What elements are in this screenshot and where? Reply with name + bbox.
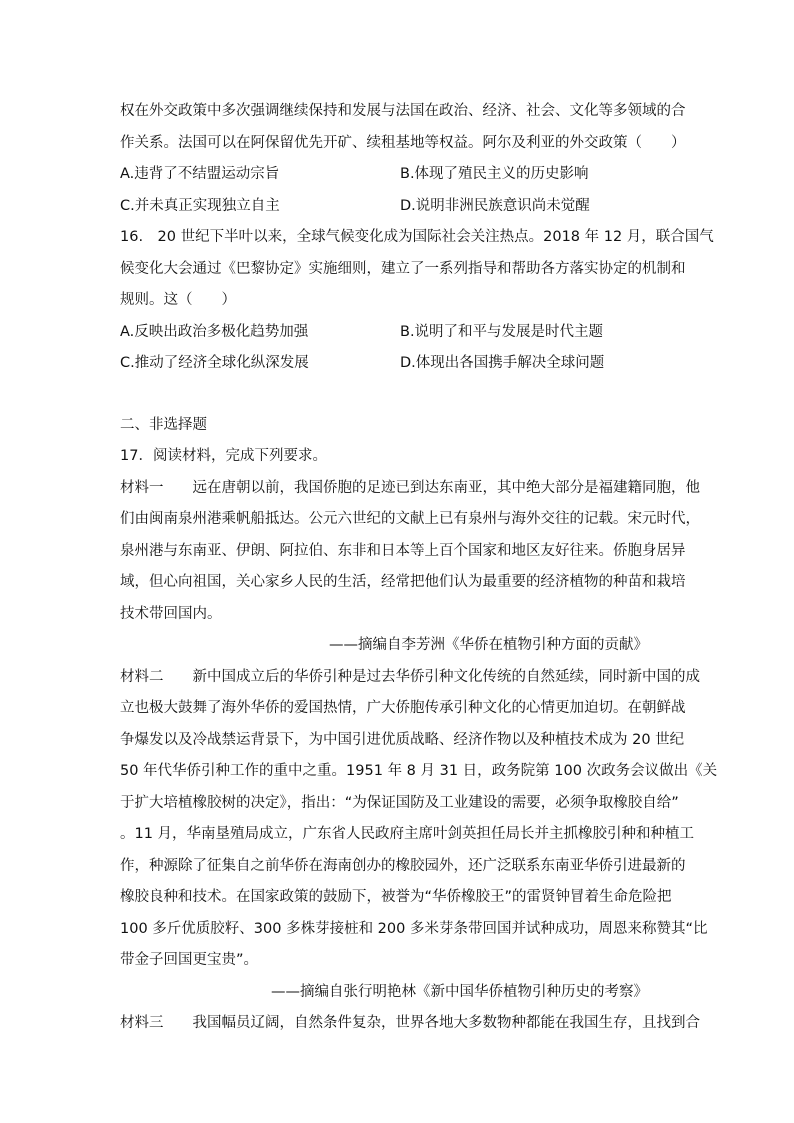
question-15-stem <box>120 96 686 159</box>
material-1 <box>120 473 700 662</box>
section-title: 二、非选择题 <box>120 416 207 433</box>
option-d: D.体现出各国携手解决全球问题 <box>400 355 605 371</box>
text-line: 100 多斤优质胶籽、300 多株芽接桩和 200 多米芽条带回国并试种成功，周恩来称赞其“比 <box>120 920 708 937</box>
text-line: 规则。这（ ） <box>120 292 236 308</box>
source-citation: ——摘编自张行明艳林《新中国华侨植物引种历史的考察》 <box>271 983 648 1000</box>
option-b: B.说明了和平与发展是时代主题 <box>400 323 604 340</box>
section-gap <box>120 380 680 410</box>
option-a: A.反映出政治多极化趋势加强 <box>120 323 309 340</box>
text-line: 技术带回国内。 <box>120 605 222 622</box>
question-15-options-row-1 <box>120 159 680 191</box>
text-line: 争爆发以及冷战禁运背景下，为中国引进优质战略、经济作物以及种植技术成为 20 世纪 <box>120 731 685 748</box>
text-line: 。11 月，华南垦殖局成立，广东省人民政府主席叶剑英担任局长并主抓橡胶引种和种植工 <box>120 826 695 842</box>
text-line: 作，种源除了征集自之前华侨在海南创办的橡胶园外，还广泛联系东南亚华侨引进最新的 <box>120 857 686 874</box>
text-line: 材料三 我国幅员辽阔，自然条件复杂，世界各地大多数物种都能在我国生存，且找到合 <box>120 1015 700 1031</box>
option-c: C.并未真正实现独立自主 <box>120 197 280 214</box>
document-page <box>120 96 718 1040</box>
text-line: 们由闽南泉州港乘帆船抵达。公元六世纪的文献上已有泉州与海外交往的记载。宋元时代， <box>120 511 700 527</box>
text-line: 16. 20 世纪下半叶以来，全球气候变化成为国际社会关注热点。2018 年 12 月，联合国气 <box>120 229 714 245</box>
text-line: 权在外交政策中多次强调继续保持和发展与法国在政治、经济、社会、文化等多领域的合 <box>120 103 686 119</box>
text-line: 于扩大培植橡胶树的决定》，指出：“为保证国防及工业建设的需要，必须争取橡胶自给” <box>120 794 679 811</box>
text-line: 泉州港与东南亚、伊朗、阿拉伯、东非和日本等上百个国家和地区友好往来。侨胞身居异 <box>120 542 686 559</box>
source-citation: ——摘编自李芳洲《华侨在植物引种方面的贡献》 <box>329 637 648 653</box>
question-17-intro: 17．阅读材料，完成下列要求。 <box>120 448 327 464</box>
text-line: 作关系。法国可以在阿保留优先开矿、续租基地等权益。阿尔及利亚的外交政策（ ） <box>120 134 686 151</box>
option-a: A.违背了不结盟运动宗旨 <box>120 166 280 182</box>
option-c: C.推动了经济全球化纵深发展 <box>120 355 309 371</box>
material-2 <box>120 662 718 1009</box>
option-d: D.说明非洲民族意识尚未觉醒 <box>400 197 590 214</box>
text-line: 域，但心向祖国，关心家乡人民的生活，经常把他们认为最重要的经济植物的种苗和栽培 <box>120 574 686 590</box>
question-15-options-row-2 <box>120 191 680 223</box>
text-line: 50 年代华侨引种工作的重中之重。1951 年 8 月 31 日，政务院第 100 次政务会议做出《关 <box>120 763 718 779</box>
text-line: 材料二 新中国成立后的华侨引种是过去华侨引种文化传统的自然延续，同时新中国的成 <box>120 668 700 685</box>
text-line: 立也极大鼓舞了海外华侨的爱国热情，广大侨胞传承引种文化的心情更加迫切。在朝鲜战 <box>120 700 686 716</box>
question-16-stem <box>120 222 714 317</box>
text-line: 候变化大会通过《巴黎协定》实施细则，建立了一系列指导和帮助各方落实协定的机制和 <box>120 260 686 277</box>
question-16-options-row-2 <box>120 348 680 380</box>
text-line: 带金子回国更宝贵”。 <box>120 952 259 968</box>
option-b: B.体现了殖民主义的历史影响 <box>400 166 589 182</box>
question-16-options-row-1 <box>120 317 680 349</box>
text-line: 材料一 远在唐朝以前，我国侨胞的足迹已到达东南亚，其中绝大部分是福建籍同胞，他 <box>120 479 700 496</box>
material-3 <box>120 1008 700 1040</box>
text-line: 橡胶良种和技术。在国家政策的鼓励下，被誉为“华侨橡胶王”的雷贤钟冒着生命危险把 <box>120 889 672 905</box>
